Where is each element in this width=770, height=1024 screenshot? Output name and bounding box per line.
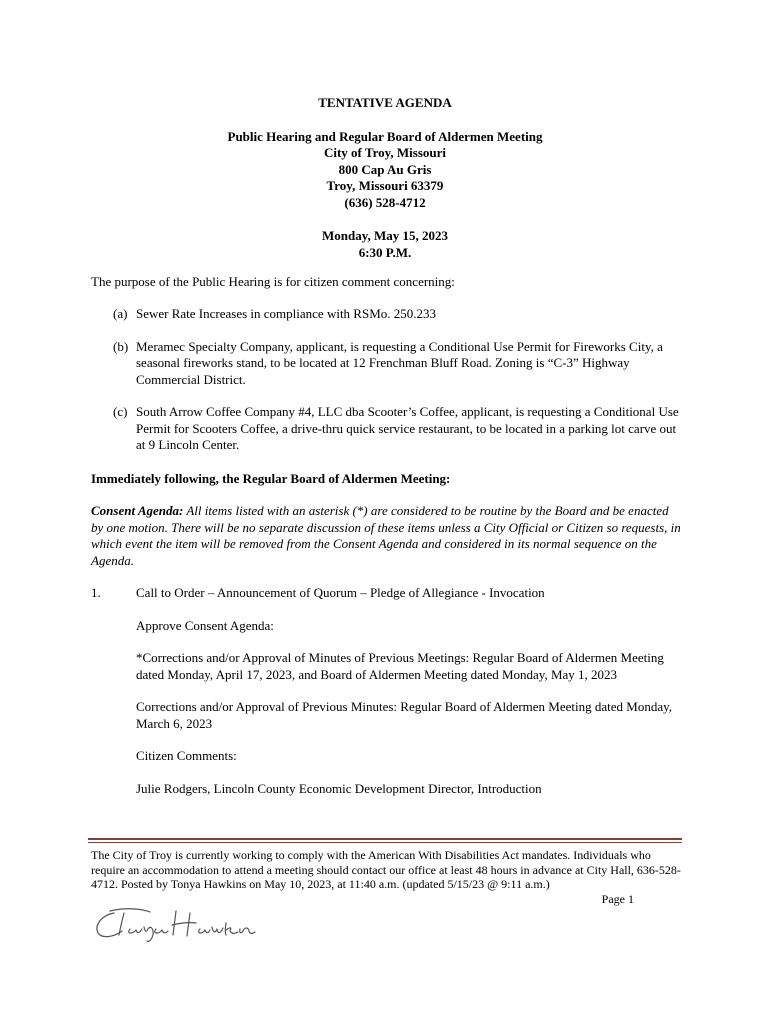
agenda-entry-minutes-approval: *Corrections and/or Approval of Minutes of Previous Meetings: Regular Board of Aldermen Meeting dated Monday, April 17, 2023, and Board of Aldermen Meeting dated Monday, May 1, 2023 [136, 650, 664, 682]
list-item [113, 306, 683, 323]
meeting-name: Public Hearing and Regular Board of Aldermen Meeting [227, 128, 543, 144]
item-label: (c) [113, 404, 128, 419]
item-text: Sewer Rate Increases in compliance with RSMo. 250.233 [136, 306, 437, 321]
document-title: TENTATIVE AGENDA [318, 95, 452, 110]
handwritten-signature-icon [92, 903, 257, 945]
phone-number: (636) 528-4712 [344, 194, 426, 210]
footer-divider-thin [88, 842, 682, 843]
street-address: 800 Cap Au Gris [338, 161, 432, 177]
item-text: South Arrow Coffee Company #4, LLC dba Scooter’s Coffee, applicant, is requesting a Conditional Use Permit for Scooters Coffee, a drive-thru quick service restaurant, to be located in a parking lot carve out at 9 Lincoln Center. [136, 404, 679, 452]
agenda-entry-introduction: Julie Rodgers, Lincoln County Economic Development Director, Introduction [136, 780, 542, 796]
consent-agenda-paragraph [91, 503, 681, 569]
footer-divider [88, 838, 682, 840]
regular-meeting-heading: Immediately following, the Regular Board of Aldermen Meeting: [91, 471, 451, 486]
hearing-items-list [113, 306, 683, 470]
item-label: (a) [113, 306, 128, 321]
agenda-entry-previous-minutes: Corrections and/or Approval of Previous Minutes: Regular Board of Aldermen Meeting dated Monday, March 6, 2023 [136, 699, 673, 731]
list-item [113, 404, 683, 454]
meeting-date: Monday, May 15, 2023 [321, 228, 449, 243]
document-header [0, 95, 770, 261]
item-text: Meramec Specialty Company, applicant, is requesting a Conditional Use Permit for Fireworks City, a seasonal fireworks stand, to be located at 12 Frenchman Bluff Road. Zoning is “C-3” Highway Commercial District. [136, 338, 663, 387]
meeting-time: 6:30 P.M. [358, 244, 412, 260]
agenda-item-number: 1. [91, 585, 101, 600]
agenda-entry-call-to-order: Call to Order – Announcement of Quorum – Pledge of Allegiance - Invocation [136, 585, 545, 600]
hearing-purpose: The purpose of the Public Hearing is for citizen comment concerning: [91, 274, 455, 289]
page-number: Page 1 [601, 892, 634, 906]
ada-notice: The City of Troy is currently working to comply with the American With Disabilities Act mandates. Individuals who require an accommodation to attend a meeting should contact our office at least 48 hours in advance at City Hall, 636-528-4712. Posted by Tonya Hawkins on May 10, 2023, at 11:40 a.m. (updated 5/15/23 @ 9:11 a.m.) [91, 848, 681, 891]
consent-agenda-text: All items listed with an asterisk (*) are considered to be routine by the Board and be enacted by one motion. There will be no separate discussion of these items unless a City Official or Citizen so requests, in which event the item will be removed from the Consent Agenda and considered in its normal sequence on the Agenda. [91, 503, 681, 568]
agenda-entry-consent: Approve Consent Agenda: [136, 617, 274, 633]
list-item [113, 339, 683, 389]
agenda-entry-citizen-comments: Citizen Comments: [136, 748, 237, 763]
item-label: (b) [113, 338, 129, 354]
agenda-entries [136, 585, 681, 813]
city-name: City of Troy, Missouri [323, 145, 447, 160]
city-state-zip: Troy, Missouri 63379 [326, 178, 444, 193]
consent-agenda-heading: Consent Agenda: [91, 503, 184, 518]
